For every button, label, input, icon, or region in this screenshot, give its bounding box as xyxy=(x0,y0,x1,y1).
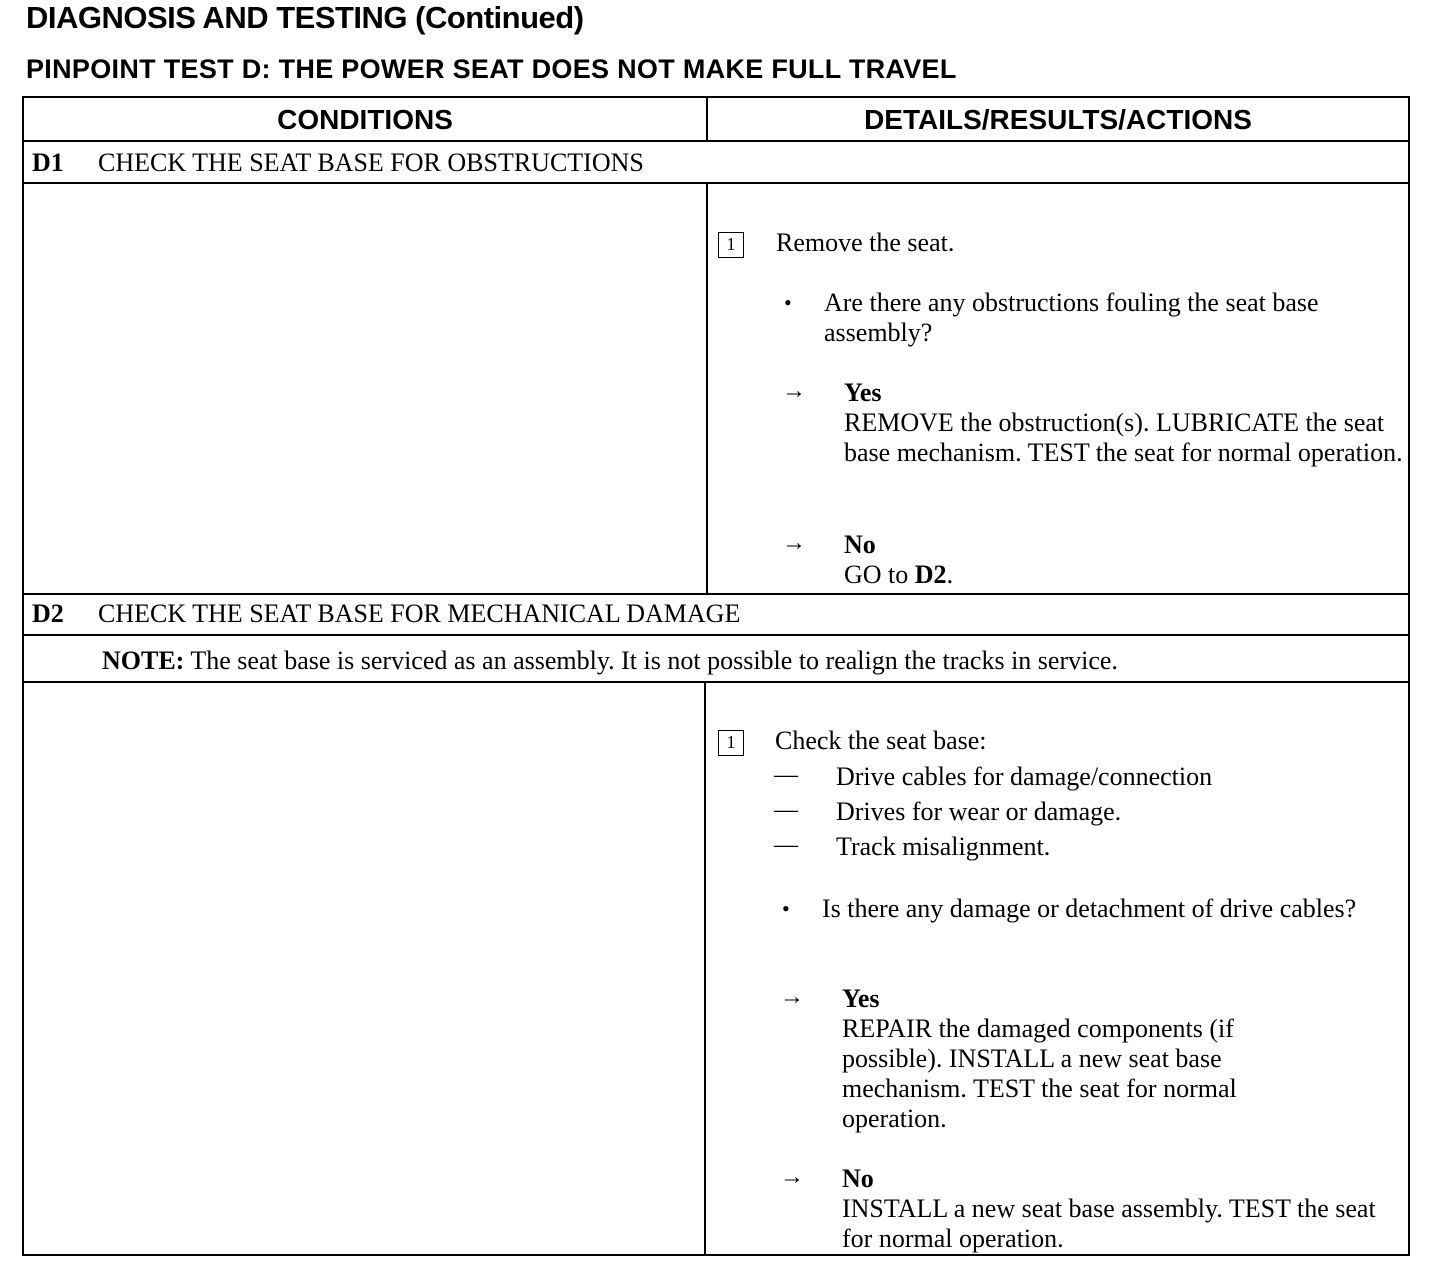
d1-title-divider xyxy=(24,182,1408,184)
d2-no-label: No xyxy=(842,1164,874,1193)
d1-no-text-suffix: . xyxy=(946,560,954,589)
d2-check-2: Drives for wear or damage. xyxy=(836,797,1122,826)
step-d2-title-row xyxy=(32,599,740,629)
d1-no-text-prefix: GO to xyxy=(844,560,915,589)
d2-column-divider xyxy=(704,681,706,1256)
pinpoint-test-table xyxy=(22,96,1410,1256)
d2-note-label: NOTE: xyxy=(102,646,185,675)
d2-question-bullet: • xyxy=(782,896,790,921)
d1-no-label: No xyxy=(844,530,876,559)
d1-question-bullet: • xyxy=(784,290,792,315)
d2-yes-label: Yes xyxy=(842,984,880,1013)
step-d1-title: CHECK THE SEAT BASE FOR OBSTRUCTIONS xyxy=(98,148,644,177)
d1-yes-arrow-icon: → xyxy=(782,378,806,404)
d1-action-text: Remove the seat. xyxy=(776,228,955,257)
step-d2-title: CHECK THE SEAT BASE FOR MECHANICAL DAMAGE xyxy=(98,599,741,628)
d1-no-arrow-icon: → xyxy=(782,530,806,556)
header-divider xyxy=(24,140,1408,142)
step-d1-id: D1 xyxy=(32,148,64,177)
d1-yes-text: REMOVE the obstruction(s). LUBRICATE the seat base mechanism. TEST the seat for normal operation. xyxy=(844,408,1403,467)
step-d1-title-row xyxy=(32,148,644,178)
d2-note xyxy=(102,646,1118,676)
d2-action-number: 1 xyxy=(718,730,744,756)
d1-no-link-target: D2 xyxy=(914,560,947,589)
d2-yes-text: REPAIR the damaged components (if possible). INSTALL a new seat base mechanism. TEST the seat for normal operation. xyxy=(842,1014,1237,1133)
d1-no-text xyxy=(844,560,953,590)
document-title: DIAGNOSIS AND TESTING (Continued) xyxy=(26,0,584,35)
d1-end-divider xyxy=(24,593,1408,595)
d2-check-1-dash: — xyxy=(774,762,798,788)
d2-no-arrow-icon: → xyxy=(780,1164,804,1190)
d1-column-divider xyxy=(706,182,708,593)
d2-action-text: Check the seat base: xyxy=(775,726,987,755)
d2-check-2-dash: — xyxy=(774,797,798,823)
d2-no-text: INSTALL a new seat base assembly. TEST the seat for normal operation. xyxy=(842,1194,1376,1253)
d2-check-3-dash: — xyxy=(774,832,798,858)
d2-question: Is there any damage or detachment of drive cables? xyxy=(822,894,1357,923)
pinpoint-test-title: PINPOINT TEST D: THE POWER SEAT DOES NOT MAKE FULL TRAVEL xyxy=(26,54,957,84)
d1-action-number: 1 xyxy=(718,232,744,258)
d2-title-divider xyxy=(24,634,1408,636)
d2-check-1: Drive cables for damage/connection xyxy=(836,762,1213,791)
d2-check-3: Track misalignment. xyxy=(836,832,1051,861)
step-d2-id: D2 xyxy=(32,599,64,628)
d2-note-divider xyxy=(24,681,1408,683)
d1-yes-label: Yes xyxy=(844,378,882,407)
d2-yes-arrow-icon: → xyxy=(780,984,804,1010)
conditions-header: CONDITIONS xyxy=(277,104,453,135)
d2-note-text: The seat base is serviced as an assembly. It is not possible to realign the tracks in service. xyxy=(184,646,1118,675)
details-header: DETAILS/RESULTS/ACTIONS xyxy=(864,104,1252,135)
d1-question: Are there any obstructions fouling the seat base assembly? xyxy=(824,288,1319,347)
